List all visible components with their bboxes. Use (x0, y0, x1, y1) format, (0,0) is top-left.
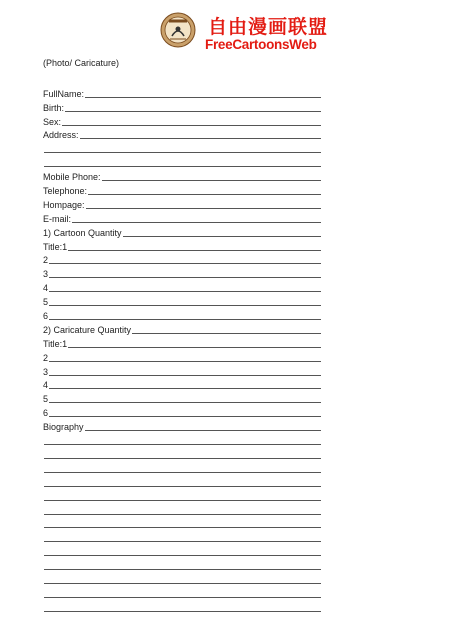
field-label: 5 (43, 297, 49, 308)
brand-name-chinese: 自由漫画联盟 (208, 16, 329, 38)
form-row (43, 155, 321, 169)
field-label: Telephone: (43, 186, 88, 197)
field-label: 2) Caricature Quantity (43, 324, 132, 335)
field-label: Biography (43, 422, 84, 433)
photo-label: (Photo/ Caricature) (43, 58, 120, 68)
form-row (43, 211, 321, 225)
form-row (43, 517, 321, 531)
field-label: Title:1 (43, 338, 68, 349)
fill-in-line[interactable] (44, 610, 321, 612)
form-row (43, 225, 321, 239)
form-row (43, 197, 321, 211)
fill-in-line[interactable] (49, 262, 321, 264)
form-row (43, 141, 321, 155)
form-row (43, 419, 321, 433)
form-row (43, 447, 321, 461)
field-label: 3 (43, 366, 49, 377)
fill-in-line[interactable] (49, 374, 321, 376)
form-row (43, 308, 321, 322)
fill-in-line[interactable] (44, 165, 321, 167)
fill-in-line[interactable] (44, 151, 321, 153)
fill-in-line[interactable] (49, 290, 321, 292)
fill-in-line[interactable] (86, 207, 321, 209)
field-label: 5 (43, 394, 49, 405)
form-row (43, 405, 321, 419)
form-row (43, 572, 321, 586)
fill-in-line[interactable] (49, 401, 321, 403)
form-row (43, 322, 321, 336)
fill-in-line[interactable] (132, 332, 321, 334)
form-row (43, 391, 321, 405)
fill-in-line[interactable] (68, 346, 321, 348)
form-row (43, 530, 321, 544)
fill-in-line[interactable] (85, 96, 321, 98)
form-row (43, 364, 321, 378)
field-label: Sex: (43, 116, 62, 127)
form-row (43, 253, 321, 267)
form-row (43, 266, 321, 280)
form-row (43, 86, 321, 100)
form-row (43, 239, 321, 253)
fill-in-line[interactable] (80, 137, 321, 139)
form-row (43, 378, 321, 392)
fill-in-line[interactable] (44, 596, 321, 598)
page-header (160, 12, 329, 52)
fill-in-line[interactable] (88, 193, 321, 195)
form-row (43, 461, 321, 475)
fill-in-line[interactable] (44, 499, 321, 501)
form-row (43, 489, 321, 503)
brand-name-english: FreeCartoonsWeb (205, 37, 317, 52)
form-row (43, 114, 321, 128)
field-label: Mobile Phone: (43, 172, 101, 183)
field-label: Hompage: (43, 199, 85, 210)
form-row (43, 433, 321, 447)
fill-in-line[interactable] (49, 387, 321, 389)
field-label: E-mail: (43, 213, 72, 224)
fill-in-line[interactable] (44, 554, 321, 556)
form-row (43, 558, 321, 572)
fill-in-line[interactable] (123, 235, 321, 237)
field-label: 1) Cartoon Quantity (43, 227, 122, 238)
fill-in-line[interactable] (49, 318, 321, 320)
fill-in-line[interactable] (85, 429, 321, 431)
form-row (43, 600, 321, 614)
fill-in-line[interactable] (44, 471, 321, 473)
form-rows (43, 86, 321, 614)
fill-in-line[interactable] (44, 526, 321, 528)
field-label: FullName: (43, 88, 85, 99)
fill-in-line[interactable] (44, 540, 321, 542)
form-row (43, 183, 321, 197)
form-row (43, 475, 321, 489)
fill-in-line[interactable] (62, 124, 321, 126)
fill-in-line[interactable] (72, 221, 321, 223)
form-row (43, 544, 321, 558)
fill-in-line[interactable] (44, 582, 321, 584)
field-label: 6 (43, 311, 49, 322)
fill-in-line[interactable] (44, 443, 321, 445)
field-label: Title:1 (43, 241, 68, 252)
field-label: 4 (43, 380, 49, 391)
form-row (43, 336, 321, 350)
fill-in-line[interactable] (102, 179, 321, 181)
spacer (43, 72, 321, 86)
fill-in-line[interactable] (44, 457, 321, 459)
field-label: 3 (43, 269, 49, 280)
form-row (43, 100, 321, 114)
form-row (43, 294, 321, 308)
fill-in-line[interactable] (44, 568, 321, 570)
form-row (43, 169, 321, 183)
logo-seal-icon (160, 12, 196, 48)
field-label: 4 (43, 283, 49, 294)
fill-in-line[interactable] (44, 485, 321, 487)
fill-in-line[interactable] (68, 249, 321, 251)
form-row (43, 280, 321, 294)
field-label: 2 (43, 255, 49, 266)
fill-in-line[interactable] (49, 360, 321, 362)
fill-in-line[interactable] (49, 415, 321, 417)
form-row (43, 128, 321, 142)
field-label: 6 (43, 408, 49, 419)
fill-in-line[interactable] (44, 513, 321, 515)
field-label: 2 (43, 352, 49, 363)
form-row (43, 586, 321, 600)
fill-in-line[interactable] (65, 110, 321, 112)
field-label: Address: (43, 130, 79, 141)
field-label: Birth: (43, 102, 65, 113)
form-row (43, 503, 321, 517)
fill-in-line[interactable] (49, 304, 321, 306)
entry-form (43, 58, 321, 614)
form-row (43, 350, 321, 364)
fill-in-line[interactable] (49, 276, 321, 278)
